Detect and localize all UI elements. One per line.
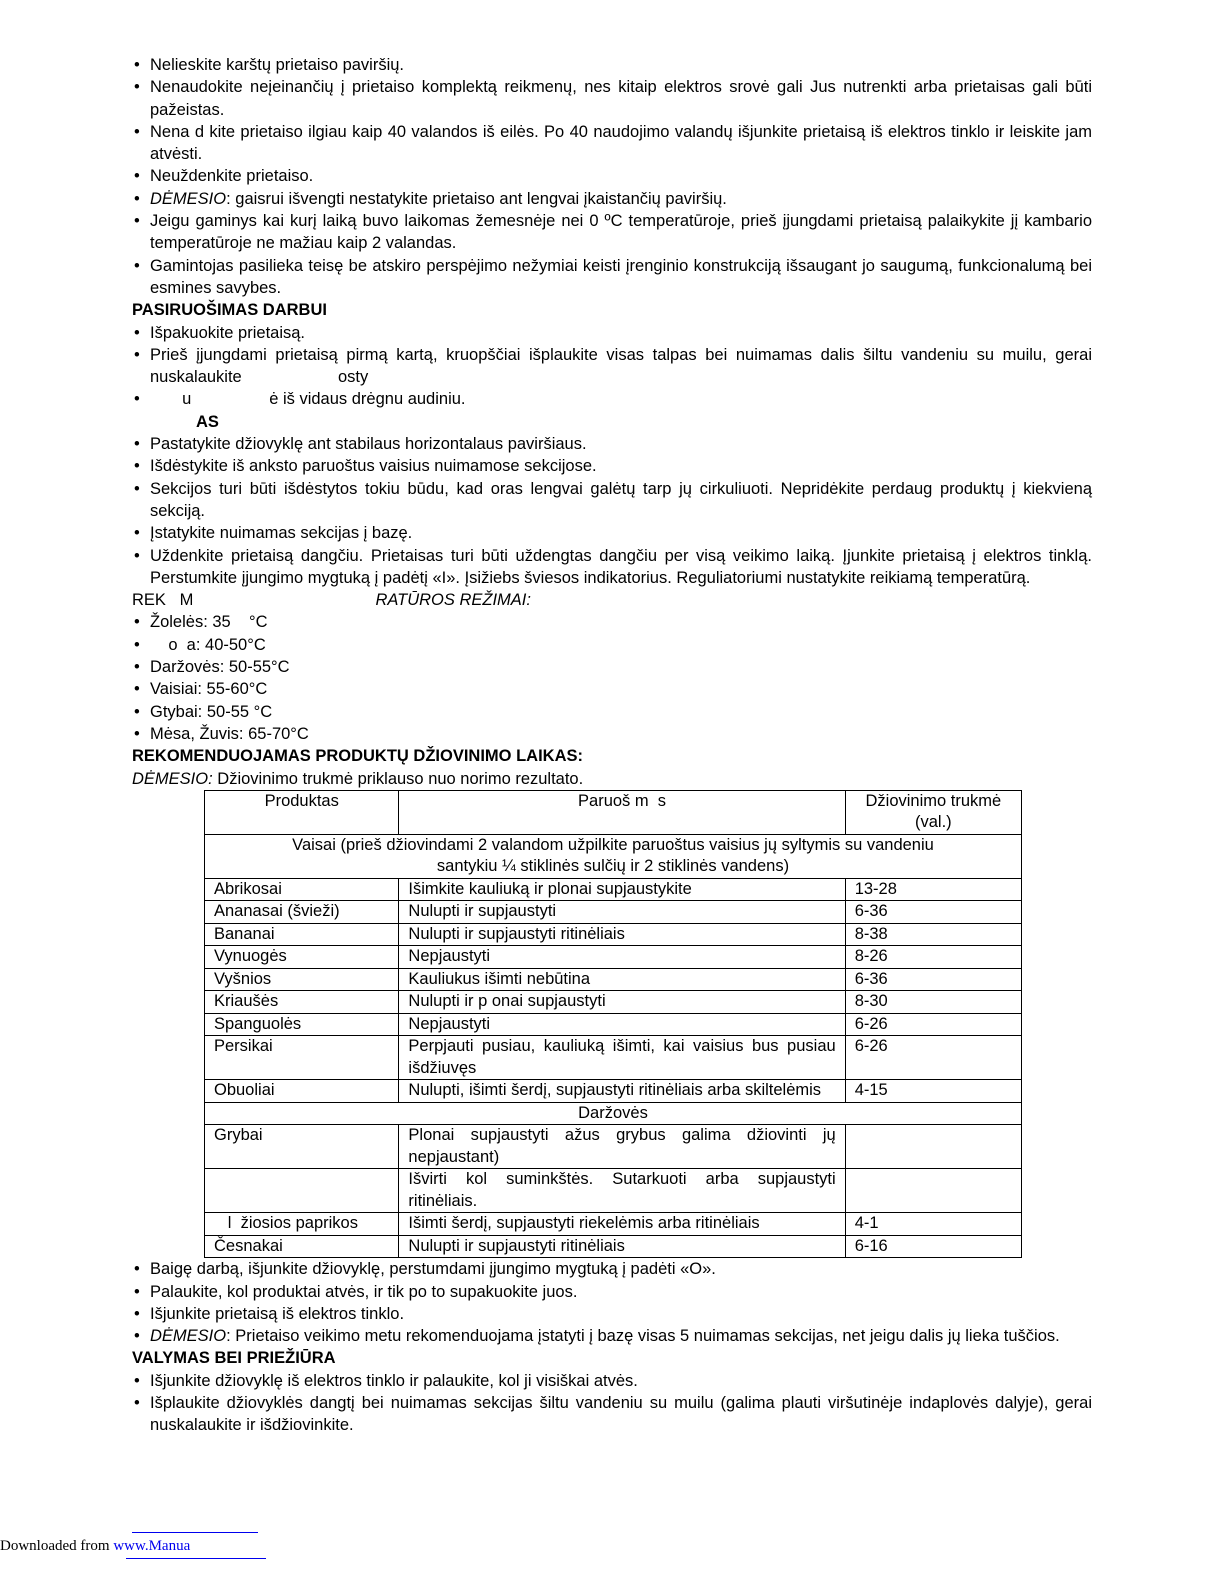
list-item: • Nena d kite prietaiso ilgiau kaip 40 valandos iš eilės. Po 40 naudojimo valandų išjunkite prietaisą iš elektros tinklo ir leiskite jam atvėsti. bbox=[132, 121, 1092, 166]
table-row bbox=[205, 901, 1022, 924]
table-row bbox=[205, 923, 1022, 946]
cleaning-list bbox=[132, 1370, 1092, 1437]
duration-cell: 6-16 bbox=[845, 1235, 1021, 1258]
list-item-text: gaisrui išvengti nestatykite prietaiso ant lengvai įkaistančių paviršių. bbox=[235, 189, 727, 208]
duration-cell: 6-26 bbox=[845, 1036, 1021, 1080]
list-item: • u ė iš vidaus drėgnu audiniu. bbox=[132, 388, 1092, 410]
preparation-cell: Nulupti ir supjaustyti ritinėliais bbox=[399, 923, 845, 946]
duration-cell: 4-1 bbox=[845, 1213, 1021, 1236]
list-item: • Pastatykite džiovyklę ant stabilaus horizontalaus paviršiaus. bbox=[132, 433, 1092, 455]
preparation-cell: Nepjaustyti bbox=[399, 946, 845, 969]
product-cell: Persikai bbox=[205, 1036, 399, 1080]
after-use-list bbox=[132, 1258, 1092, 1347]
preparation-cell: Perpjauti pusiau, kauliuką išimti, kai vaisius bus pusiau išdžiuvęs bbox=[399, 1036, 845, 1080]
preparation-cell: Nulupti ir p onai supjaustyti bbox=[399, 991, 845, 1014]
list-item: • DĖMESIO: Prietaiso veikimo metu rekomenduojama įstatyti į bazę visas 5 nuimamas sekcijas, net jeigu dalis jų lieka tuščios. bbox=[132, 1325, 1092, 1347]
table-row bbox=[205, 991, 1022, 1014]
temperature-heading-left: REK M bbox=[132, 591, 194, 610]
duration-cell: 4-15 bbox=[845, 1080, 1021, 1103]
preparation-cell: Išimkite kauliuką ir plonai supjaustykite bbox=[399, 878, 845, 901]
list-item: • o a: 40-50°C bbox=[132, 634, 1092, 656]
temperature-heading-right: RATŪROS REŽIMAI: bbox=[375, 591, 531, 610]
table-row bbox=[205, 1235, 1022, 1258]
attention-label: DĖMESIO bbox=[132, 769, 209, 788]
section-heading-preparation: PASIRUOŠIMAS DARBUI bbox=[132, 301, 327, 320]
list-item: • Gamintojas pasilieka teisę be atskiro perspėjimo nežymiai keisti įrenginio konstrukciją išsaugant jo saugumą, funkcionalumą bei esmines savybes. bbox=[132, 255, 1092, 300]
product-cell: Česnakai bbox=[205, 1235, 399, 1258]
duration-cell: 6-26 bbox=[845, 1013, 1021, 1036]
table-row bbox=[205, 1125, 1022, 1169]
list-item: • Nenaudokite neįeinančių į prietaiso komplektą reikmenų, nes kitaip elektros srovė gali Jus nutrenkti arba prietaisas gali būti pažeistas. bbox=[132, 76, 1092, 121]
product-cell: Ananasai (švieži) bbox=[205, 901, 399, 924]
footer-prefix: Downloaded from bbox=[0, 1538, 114, 1554]
drying-time-table bbox=[204, 790, 1022, 1259]
table-row bbox=[205, 1169, 1022, 1213]
table-section-row bbox=[205, 1102, 1022, 1125]
list-item: • Išdėstykite iš anksto paruoštus vaisius nuimamose sekcijose. bbox=[132, 455, 1092, 477]
duration-cell: 8-30 bbox=[845, 991, 1021, 1014]
product-cell: Kriaušės bbox=[205, 991, 399, 1014]
fruit-section-label: Vaisai (prieš džiovindami 2 valandom užpilkite paruoštus vaisius jų syltymis su vandeniu santykiu ¼ stiklinės sulčių ir 2 stiklinės vandens) bbox=[205, 834, 1022, 878]
list-item-text: Prietaiso veikimo metu rekomenduojama įstatyti į bazę visas 5 nuimamas sekcijas, net jeigu dalis jų lieka tuščios. bbox=[235, 1327, 1060, 1346]
duration-cell: 8-38 bbox=[845, 923, 1021, 946]
product-cell: l žiosios paprikos bbox=[205, 1213, 399, 1236]
list-item: • Prieš įjungdami prietaisą pirmą kartą, kruopščiai išplaukite visas talpas bei nuimamas dalis šiltu vandeniu su muilu, gerai nuskalaukite osty bbox=[132, 344, 1092, 389]
list-item: • Mėsa, Žuvis: 65-70°C bbox=[132, 723, 1092, 745]
product-cell: Abrikosai bbox=[205, 878, 399, 901]
table-header: Produktas bbox=[205, 790, 399, 834]
table-header: Džiovinimo trukmė (val.) bbox=[845, 790, 1021, 834]
list-item: • Žolelės: 35 °C bbox=[132, 611, 1092, 633]
duration-cell: 13-28 bbox=[845, 878, 1021, 901]
preparation-cell: Nepjaustyti bbox=[399, 1013, 845, 1036]
table-row bbox=[205, 878, 1022, 901]
preparation-list bbox=[132, 322, 1097, 411]
product-cell: Grybai bbox=[205, 1125, 399, 1169]
safety-list bbox=[132, 54, 1092, 299]
table-header-row bbox=[205, 790, 1022, 834]
attention-label: DĖMESIO bbox=[150, 1327, 227, 1346]
list-item: • Gtybai: 50-55 °C bbox=[132, 701, 1092, 723]
vegetable-rows bbox=[205, 1125, 1022, 1258]
table-section-row bbox=[205, 834, 1022, 878]
attention-label: DĖMESIO bbox=[150, 189, 227, 208]
table-row bbox=[205, 1213, 1022, 1236]
drying-note: DĖMESIO: Džiovinimo trukmė priklauso nuo norimo rezultato. bbox=[132, 769, 584, 788]
list-item: • Uždenkite prietaisą dangčiu. Prietaisas turi būti uždengtas dangčiu per visą veikimo laiką. Įjunkite prietaisą į elektros tinklą. Perstumkite įjungimo mygtuką į padėtį «I». Įsižiebs šviesos indikatorius. Reguliatoriumi nustatykite reikiamą temperatūrą. bbox=[132, 545, 1092, 590]
drying-note-text: Džiovinimo trukmė priklauso nuo norimo rezultato. bbox=[217, 769, 584, 788]
product-cell bbox=[205, 1169, 399, 1213]
footer-rule bbox=[132, 1532, 258, 1533]
table-row bbox=[205, 1013, 1022, 1036]
product-cell: Obuoliai bbox=[205, 1080, 399, 1103]
vegetable-section-label: Daržovės bbox=[205, 1102, 1022, 1125]
fruit-rows bbox=[205, 878, 1022, 1102]
list-item: • Baigę darbą, išjunkite džiovyklę, perstumdami įjungimo mygtuką į padėti «O». bbox=[132, 1258, 1092, 1280]
preparation-cell: Nulupti ir supjaustyti ritinėliais bbox=[399, 1235, 845, 1258]
list-item: • Neuždenkite prietaiso. bbox=[132, 165, 1092, 187]
use-list bbox=[132, 433, 1092, 589]
product-cell: Vynuogės bbox=[205, 946, 399, 969]
table-row bbox=[205, 1036, 1022, 1080]
preparation-cell: Nulupti ir supjaustyti bbox=[399, 901, 845, 924]
product-cell: Vyšnios bbox=[205, 968, 399, 991]
temperature-list bbox=[132, 611, 1092, 745]
section-heading-use: AS bbox=[196, 412, 219, 431]
footer bbox=[0, 1538, 190, 1555]
preparation-cell: Išvirti kol suminkštės. Sutarkuoti arba supjaustyti ritinėliais. bbox=[399, 1169, 845, 1213]
list-item: • Išpakuokite prietaisą. bbox=[132, 322, 1092, 344]
list-item: • Išplaukite džiovyklės dangtį bei nuimamas sekcijas šiltu vandeniu su muilu (galima plauti viršutinėje indaplovės dalyje), gerai nuskalaukite ir išdžiovinkite. bbox=[132, 1392, 1092, 1437]
preparation-cell: Nulupti, išimti šerdį, supjaustyti ritinėliais arba skiltelėmis bbox=[399, 1080, 845, 1103]
duration-cell: 6-36 bbox=[845, 901, 1021, 924]
list-item: • Išjunkite džiovyklę iš elektros tinklo ir palaukite, kol ji visiškai atvės. bbox=[132, 1370, 1092, 1392]
duration-cell: 8-26 bbox=[845, 946, 1021, 969]
preparation-cell: Kauliukus išimti nebūtina bbox=[399, 968, 845, 991]
preparation-cell: Plonai supjaustyti ažus grybus galima džiovinti jų nepjaustant) bbox=[399, 1125, 845, 1169]
list-item: • Išjunkite prietaisą iš elektros tinklo. bbox=[132, 1303, 1092, 1325]
duration-cell bbox=[845, 1125, 1021, 1169]
list-item: • Daržovės: 50-55°C bbox=[132, 656, 1092, 678]
product-cell: Bananai bbox=[205, 923, 399, 946]
list-item: • Jeigu gaminys kai kurį laiką buvo laikomas žemesnėje nei 0 ºC temperatūroje, prieš įjungdami prietaisą palaikykite jį kambario temperatūroje ne mažiau kaip 2 valandas. bbox=[132, 210, 1092, 255]
footer-link[interactable]: www.Manua bbox=[113, 1538, 191, 1554]
table-row bbox=[205, 968, 1022, 991]
section-heading-cleaning: VALYMAS BEI PRIEŽIŪRA bbox=[132, 1349, 336, 1368]
duration-cell bbox=[845, 1169, 1021, 1213]
temperature-heading bbox=[132, 589, 1092, 611]
list-item: • Nelieskite karštų prietaiso paviršių. bbox=[132, 54, 1092, 76]
table-header: Paruoš m s bbox=[399, 790, 845, 834]
product-cell: Spanguolės bbox=[205, 1013, 399, 1036]
table-row bbox=[205, 1080, 1022, 1103]
footer-link-underline bbox=[126, 1558, 266, 1559]
section-heading-drying-time: REKOMENDUOJAMAS PRODUKTŲ DŽIOVINIMO LAIKAS: bbox=[132, 747, 584, 766]
list-item: • DĖMESIO: gaisrui išvengti nestatykite prietaiso ant lengvai įkaistančių paviršių. bbox=[132, 188, 1092, 210]
list-item: • Sekcijos turi būti išdėstytos tokiu būdu, kad oras lengvai galėtų tarp jų cirkuliuoti. Nepridėkite perdaug produktų į kiekvieną sekciją. bbox=[132, 478, 1092, 523]
document-body bbox=[132, 54, 1097, 1437]
list-item: • Vaisiai: 55-60°C bbox=[132, 678, 1092, 700]
table-row bbox=[205, 946, 1022, 969]
duration-cell: 6-36 bbox=[845, 968, 1021, 991]
list-item: • Įstatykite nuimamas sekcijas į bazę. bbox=[132, 522, 1092, 544]
list-item: • Palaukite, kol produktai atvės, ir tik po to supakuokite juos. bbox=[132, 1281, 1092, 1303]
preparation-cell: Išimti šerdį, supjaustyti riekelėmis arba ritinėliais bbox=[399, 1213, 845, 1236]
